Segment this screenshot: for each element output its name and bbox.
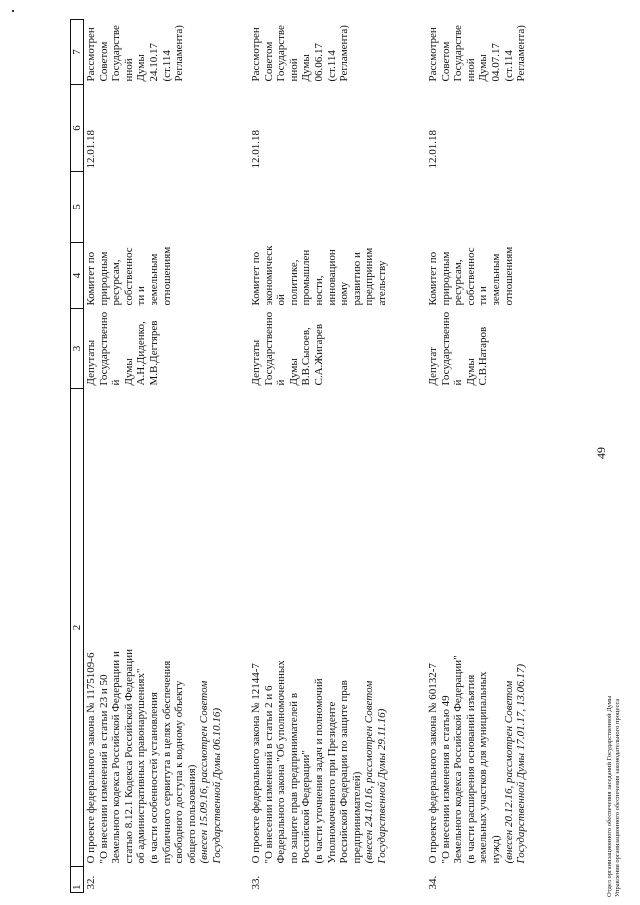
submission-note: (внесен 20.12.16, рассмотрен Советом bbox=[502, 680, 515, 864]
authors-line: А.Н.Диденко, bbox=[135, 321, 148, 386]
committee-line: предпринимательству bbox=[363, 247, 388, 306]
submission-note: Государственной Думы 17.01.17, 13.06.17) bbox=[515, 663, 528, 864]
title-line: нужд) bbox=[489, 835, 502, 864]
title-line: Земельного кодекса Российской Федерации и bbox=[110, 651, 123, 864]
committee-line: Комитет по bbox=[250, 251, 262, 306]
title-line: публичного сервитута в целях обеспечения bbox=[160, 660, 173, 864]
footer-line: Управления организационного обеспечения законодательного процесса bbox=[614, 698, 621, 897]
table-row bbox=[249, 19, 426, 892]
bill-title bbox=[249, 388, 426, 866]
bill-title bbox=[426, 388, 585, 866]
scan-speck bbox=[12, 10, 14, 12]
submission-note: (внесен 15.09.16, рассмотрен Советом bbox=[198, 680, 211, 864]
committee bbox=[84, 242, 250, 308]
authors bbox=[84, 308, 250, 388]
committee-line: природным ресурсам, bbox=[97, 251, 123, 306]
title-line: по защите прав предпринимателей в bbox=[287, 692, 300, 864]
committee-line: собственности и bbox=[464, 247, 490, 306]
title-line: О проекте федерального закона № 12144-7 bbox=[250, 663, 262, 864]
column-5-cell bbox=[84, 171, 250, 242]
title-line: об административных правонарушениях" bbox=[135, 668, 148, 864]
column-header-4: 4 bbox=[71, 242, 84, 308]
authors-line: С.В.Натаров bbox=[477, 326, 490, 386]
title-line: О проекте федерального закона № 60132-7 bbox=[427, 663, 439, 864]
committee-line: земельным bbox=[489, 253, 502, 306]
title-line: Российской Федерации" bbox=[300, 750, 313, 864]
committee-line: земельным bbox=[147, 253, 160, 306]
row-number: 32. bbox=[85, 875, 97, 890]
authors-line: Государственной bbox=[439, 311, 465, 386]
submission-note: Государственной Думы 29.11.16) bbox=[375, 708, 388, 864]
committee-line: природным ресурсам, bbox=[439, 251, 465, 306]
title-line: (в части расширения оснований изъятия bbox=[464, 674, 477, 864]
committee-line: Комитет по bbox=[85, 251, 97, 306]
bill-title bbox=[84, 388, 250, 866]
row-number: 34. bbox=[427, 875, 439, 890]
title-line: Земельного кодекса Российской Федерации" bbox=[452, 655, 465, 864]
authors-line: В.В.Сысоев, bbox=[300, 327, 313, 386]
status-line: Государственной bbox=[110, 25, 135, 82]
status-line: Рассмотрен bbox=[85, 27, 97, 82]
status-line: Советом bbox=[439, 41, 452, 82]
committee-line: отношениям bbox=[502, 246, 515, 306]
authors-line: Думы bbox=[464, 358, 477, 386]
footer bbox=[606, 477, 622, 897]
column-header-6: 6 bbox=[71, 84, 84, 171]
table-row bbox=[84, 19, 250, 892]
authors-line: Думы bbox=[287, 358, 300, 386]
page-number: 49 bbox=[594, 447, 608, 459]
table-row bbox=[426, 19, 585, 892]
committee bbox=[426, 242, 585, 308]
status-line: Советом bbox=[97, 41, 110, 82]
title-line: общего пользования) bbox=[185, 764, 198, 864]
title-line: статью 8.12.1 Кодекса Российской Федерации bbox=[122, 648, 135, 864]
committee-line: инновационному bbox=[325, 249, 351, 306]
column-header-2: 2 bbox=[71, 388, 84, 866]
column-number-row bbox=[71, 19, 84, 892]
status-line: (ст.114 Регламента) bbox=[160, 25, 186, 82]
status bbox=[249, 19, 426, 84]
footer-line: Отдел организационного обеспечения заседаний Государственной Думы bbox=[606, 695, 613, 897]
authors-line: Думы bbox=[122, 358, 135, 386]
title-line: предпринимателей) bbox=[350, 771, 363, 864]
authors-line: Государственной bbox=[97, 311, 123, 386]
status-line: Рассмотрен bbox=[427, 27, 439, 82]
authors-line: Депутаты bbox=[85, 339, 97, 386]
authors-line: С.А.Жигарев bbox=[312, 323, 325, 386]
title-line: "О внесении изменения в статью 49 bbox=[439, 695, 452, 864]
column-header-1: 1 bbox=[71, 867, 84, 893]
bills-table bbox=[70, 19, 585, 893]
title-line: О проекте федерального закона № 1175109-6 bbox=[85, 652, 97, 864]
authors-line: М.В.Дегтярев bbox=[147, 320, 160, 386]
date: 12.01.18 bbox=[85, 129, 97, 169]
column-header-5: 5 bbox=[71, 171, 84, 242]
status-line: Государственной bbox=[452, 25, 477, 82]
submission-note: (внесен 24.10.16, рассмотрен Советом bbox=[363, 680, 376, 864]
status-line: (ст.114 Регламента) bbox=[502, 25, 528, 82]
date: 12.01.18 bbox=[250, 129, 262, 169]
date: 12.01.18 bbox=[427, 129, 439, 169]
status-line: Думы 04.07.17 bbox=[477, 42, 502, 82]
title-line: "О внесении изменений в статьи 2 и 6 bbox=[262, 685, 275, 864]
committee-line: Комитет по bbox=[427, 251, 439, 306]
title-line: Уполномоченного при Президенте bbox=[325, 701, 338, 864]
status-line: (ст.114 Регламента) bbox=[325, 25, 351, 82]
committee-line: политике, bbox=[287, 259, 300, 306]
title-line: (в части особенностей установления bbox=[147, 692, 160, 864]
title-line: земельных участков для муниципальных bbox=[477, 671, 490, 864]
column-5-cell bbox=[426, 171, 585, 242]
status-line: Рассмотрен bbox=[250, 27, 262, 82]
title-line: Российской Федерации по защите прав bbox=[338, 680, 351, 864]
title-line: (в части уточнения задач и полномочий bbox=[312, 678, 325, 864]
committee-line: экономической bbox=[262, 245, 288, 306]
authors-line: Депутаты bbox=[250, 339, 262, 386]
title-line: "О внесении изменений в статьи 23 и 50 bbox=[97, 674, 110, 864]
status-line: Советом bbox=[262, 41, 275, 82]
authors bbox=[426, 308, 585, 388]
status bbox=[426, 19, 585, 84]
status-line: Государственной bbox=[275, 25, 300, 82]
committee-line: промышленности, bbox=[300, 249, 325, 306]
row-number: 33. bbox=[250, 875, 262, 890]
submission-note: Государственной Думы 06.10.16) bbox=[210, 707, 223, 864]
column-header-3: 3 bbox=[71, 308, 84, 388]
column-header-7: 7 bbox=[71, 19, 84, 84]
title-line: Федерального закона "Об уполномоченных bbox=[275, 660, 288, 864]
authors bbox=[249, 308, 426, 388]
column-5-cell bbox=[249, 171, 426, 242]
committee-line: отношениям bbox=[160, 246, 173, 306]
authors-line: Государственной bbox=[262, 311, 288, 386]
status-line: Думы 06.06.17 bbox=[300, 42, 325, 82]
title-line: свободного доступа к водному объекту bbox=[173, 680, 186, 864]
committee bbox=[249, 242, 426, 308]
committee-line: развитию и bbox=[350, 252, 363, 306]
committee-line: собственности и bbox=[122, 247, 148, 306]
authors-line: Депутат bbox=[427, 347, 439, 386]
status-line: Думы 24.10.17 bbox=[135, 42, 160, 82]
status bbox=[84, 19, 250, 84]
